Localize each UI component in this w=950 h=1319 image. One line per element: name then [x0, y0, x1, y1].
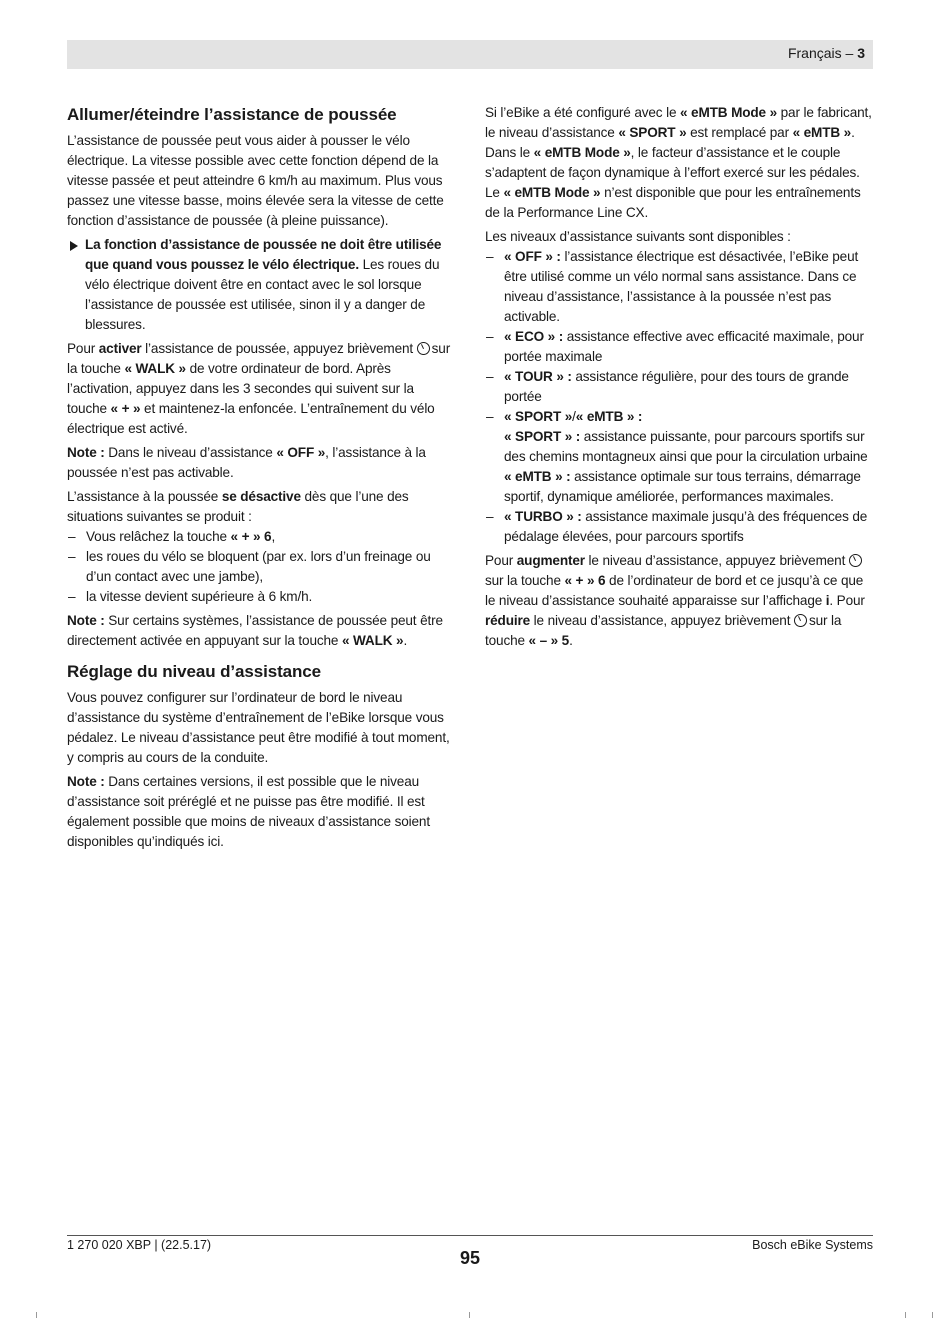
- assist-level-intro: Vous pouvez configurer sur l’ordinateur de bord le niveau d’assistance du système d’entraînement de l’eBike lorsque vous pédalez. Le niveau d’assistance peut être modifié à tout moment, y compris au cours de la conduite.: [67, 690, 450, 765]
- text-bold: « SPORT »: [504, 409, 573, 424]
- text: assistance puissante, pour parcours sportifs sur des chemins montagneux ainsi que pour la circulation urbaine: [504, 429, 868, 464]
- warning-bold-text: La fonction d’assistance de poussée ne doit être utilisée que quand vous poussez le vélo électrique.: [85, 237, 442, 272]
- text: Si l’eBike a été configuré avec le: [485, 105, 680, 120]
- dash: –: [68, 549, 76, 564]
- press-button-icon: [417, 342, 430, 355]
- text: L’assistance à la poussée: [67, 489, 222, 504]
- text-bold: « + »: [110, 401, 141, 416]
- warning-triangle-icon: [70, 241, 78, 251]
- dash: –: [486, 249, 494, 264]
- safety-warning: [67, 235, 455, 335]
- text: Pour: [67, 341, 99, 356]
- deactivate-list: [67, 527, 455, 607]
- text: sur la touche: [485, 613, 842, 648]
- text-bold: « OFF »: [276, 445, 326, 460]
- levels-list: [485, 247, 873, 547]
- text: , le facteur d’assistance et le couple s’adaptent de façon dynamique à l’effort exercé sur les pédales. Le: [485, 145, 860, 200]
- list-item: [67, 547, 455, 587]
- text: assistance optimale sur tous terrains, démarrage sportif, dynamique améliorée, performances maximales.: [504, 469, 861, 504]
- text-bold: « eMTB » :: [504, 469, 571, 484]
- text: ,: [271, 529, 276, 544]
- text-bold: « + » 6: [230, 529, 272, 544]
- text-bold: « eMTB Mode »: [503, 185, 601, 200]
- text: assistance régulière, pour des tours de grande portée: [504, 369, 849, 404]
- text: et maintenez-la enfoncée. L’entraînement du vélo électrique est activé.: [67, 401, 435, 436]
- text: l’assistance électrique est désactivée, l’eBike peut être utilisé comme un vélo normal sans assistance. Dans ce niveau d’assistance, l’assistance à la poussée n’est pas activable.: [504, 249, 859, 324]
- text: .: [403, 633, 408, 648]
- level-eco: [485, 327, 873, 367]
- text-bold: augmenter: [516, 553, 585, 568]
- heading-push-assist: Allumer/éteindre l’assistance de poussée: [67, 105, 397, 124]
- level-emtb: [504, 467, 873, 507]
- level-tour: [485, 367, 873, 407]
- text-bold: « SPORT »: [618, 125, 687, 140]
- press-button-icon: [794, 614, 807, 627]
- emtb-mode-paragraph: [485, 103, 873, 223]
- note-label: Note :: [67, 445, 105, 460]
- text: n’est disponible que pour les entraînements de la Performance Line CX.: [485, 185, 861, 220]
- list-item: [67, 527, 455, 547]
- text: . Dans le: [485, 125, 855, 160]
- warning-text: Les roues du vélo électrique doivent être en contact avec le sol lorsque l’assistance de poussée est utilisée, sinon il y a danger de blessures.: [85, 257, 440, 332]
- page-header-text: [788, 45, 865, 61]
- text: Dans certaines versions, il est possible que le niveau d’assistance soit préréglé et ne puisse pas être modifié. Il est également possible que moins de niveaux d’assistance soient disponibles qu’indiqués ici.: [67, 774, 430, 849]
- text: les roues du vélo se bloquent (par ex. lors d’un freinage ou d’un contact avec une jambe),: [86, 549, 431, 584]
- note-label: Note :: [67, 613, 105, 628]
- dash: –: [486, 329, 494, 344]
- header-language: Français: [787, 45, 842, 61]
- text: de votre ordinateur de bord. Après l’activation, appuyez dans les 3 secondes qui suivent sur la touche: [67, 361, 414, 416]
- crop-mark: [905, 1312, 906, 1318]
- dash: –: [486, 369, 494, 384]
- levels-intro: Les niveaux d’assistance suivants sont disponibles :: [485, 229, 791, 244]
- text-bold: se désactive: [221, 489, 301, 504]
- text-bold: « eMTB Mode »: [533, 145, 631, 160]
- text: /: [572, 409, 576, 424]
- note-preset-levels: [67, 772, 455, 852]
- note-walk-direct: [67, 611, 455, 651]
- level-sport-emtb: [485, 407, 873, 507]
- text: le niveau d’assistance, appuyez brièvement: [584, 553, 849, 568]
- text: le niveau d’assistance, appuyez brièvement: [530, 613, 794, 628]
- text-bold: « eMTB »: [792, 125, 852, 140]
- text: la vitesse devient supérieure à 6 km/h.: [86, 589, 313, 604]
- activate-instructions: [67, 339, 455, 439]
- push-assist-intro: L’assistance de poussée peut vous aider à pousser le vélo électrique. La vitesse possible avec cette fonction dépend de la vitesse passée et peut atteindre 6 km/h au maximum. Plus vous passez une vitesse basse, moins élevée sera la vitesse de cette fonction d’assistance de poussée (à pleine puissance).: [67, 133, 444, 228]
- dash: –: [486, 509, 494, 524]
- right-column: [485, 103, 873, 655]
- deactivate-intro: [67, 487, 455, 527]
- text-bold: réduire: [485, 613, 531, 628]
- level-turbo: [485, 507, 873, 547]
- text-bold: « OFF » :: [504, 249, 561, 264]
- level-sport: [504, 427, 873, 467]
- text-bold: « eMTB » :: [575, 409, 643, 424]
- text: .: [569, 633, 573, 648]
- text-bold: « TOUR » :: [504, 369, 572, 384]
- text-bold: « TURBO » :: [504, 509, 582, 524]
- text-bold: « ECO » :: [504, 329, 564, 344]
- text-bold: i: [825, 593, 830, 608]
- text-bold: « eMTB Mode »: [680, 105, 777, 120]
- text: de l’ordinateur de bord et ce jusqu’à ce que le niveau d’assistance souhaité apparaisse sur l’affichage: [485, 573, 864, 608]
- crop-mark: [469, 1312, 470, 1318]
- page-header-bar: [67, 40, 873, 69]
- text: sur la touche: [67, 341, 451, 376]
- text: . Pour: [829, 593, 865, 608]
- header-page: 3: [857, 45, 865, 61]
- header-separator: –: [841, 45, 858, 61]
- text: est remplacé par: [686, 125, 793, 140]
- footer-doc-number: 1 270 020 XBP | (22.5.17): [67, 1238, 212, 1252]
- note-off-level: [67, 443, 455, 483]
- heading-assist-level: Réglage du niveau d’assistance: [67, 662, 321, 681]
- press-button-icon: [849, 554, 862, 567]
- text: sur la touche: [485, 573, 565, 588]
- text: Pour: [485, 553, 517, 568]
- left-column: [67, 100, 455, 856]
- text: assistance maximale jusqu’à des fréquences de pédalage élevées, pour parcours sportifs: [504, 509, 868, 544]
- dash: –: [68, 529, 76, 544]
- text-bold: « + » 6: [564, 573, 606, 588]
- list-item: [67, 587, 455, 607]
- page-number: 95: [459, 1248, 481, 1268]
- text-bold: « WALK »: [341, 633, 404, 648]
- text: l’assistance de poussée, appuyez brièvement: [141, 341, 417, 356]
- crop-mark: [36, 1312, 37, 1318]
- text: Vous relâchez la touche: [86, 529, 231, 544]
- text: dès que l’une des situations suivantes se produit :: [67, 489, 409, 524]
- text: Dans le niveau d’assistance: [104, 445, 277, 460]
- dash: –: [486, 409, 494, 424]
- crop-mark: [932, 1312, 933, 1318]
- text-bold: activer: [98, 341, 142, 356]
- text-bold: « SPORT » :: [504, 429, 581, 444]
- level-off: [485, 247, 873, 327]
- text: , l’assistance à la poussée n’est pas activable.: [67, 445, 426, 480]
- footer-brand: Bosch eBike Systems: [752, 1238, 873, 1252]
- note-label: Note :: [67, 774, 105, 789]
- text: Sur certains systèmes, l’assistance de poussée peut être directement activée en appuyant sur la touche: [67, 613, 443, 648]
- change-level-instructions: [485, 551, 873, 651]
- footer-rule: [67, 1235, 873, 1236]
- text: assistance effective avec efficacité maximale, pour portée maximale: [504, 329, 864, 364]
- text: par le fabricant, le niveau d’assistance: [485, 105, 872, 140]
- text-bold: « – » 5: [528, 633, 570, 648]
- dash: –: [68, 589, 76, 604]
- text-bold: « WALK »: [124, 361, 186, 376]
